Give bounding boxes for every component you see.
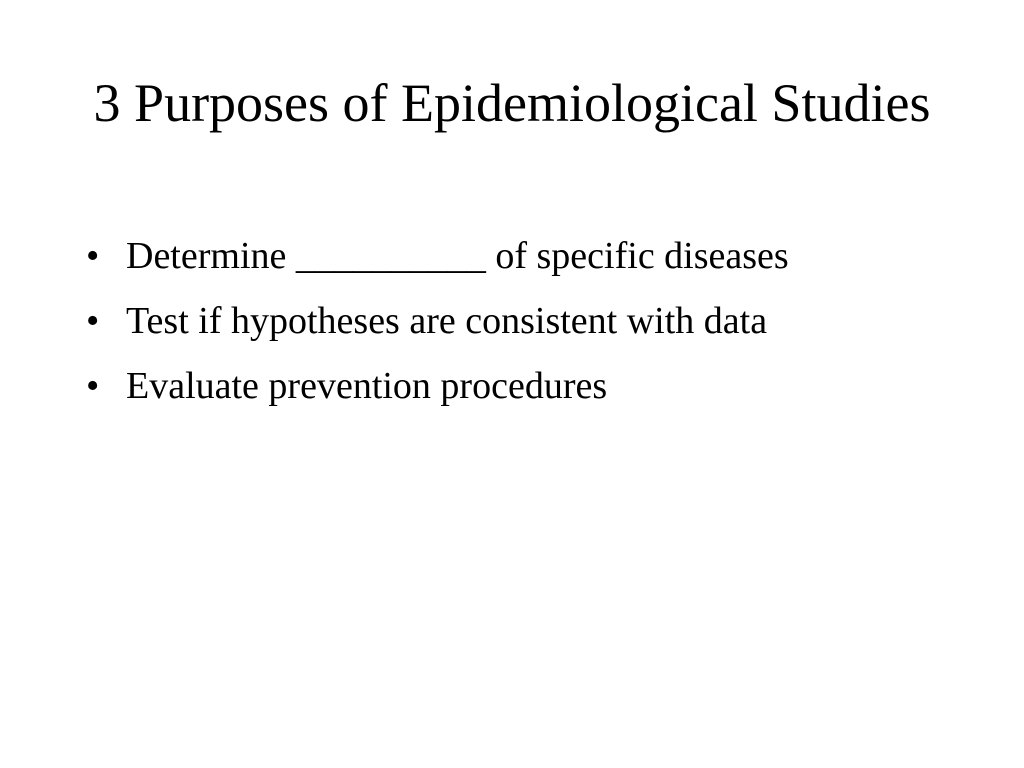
bullet-icon: • [86,235,100,277]
bullet-icon: • [86,365,100,407]
slide-title: 3 Purposes of Epidemiological Studies [93,73,931,133]
bullet-icon: • [86,300,100,342]
list-item [86,362,986,410]
bullet-text-test-hypotheses: Test if hypotheses are consistent with data [126,300,768,342]
list-item [86,232,986,280]
list-item [86,297,986,345]
bullet-text-determine: Determine __________ of specific diseases [126,235,789,277]
bullet-text-evaluate: Evaluate prevention procedures [126,365,608,407]
bullet-list [86,232,986,427]
